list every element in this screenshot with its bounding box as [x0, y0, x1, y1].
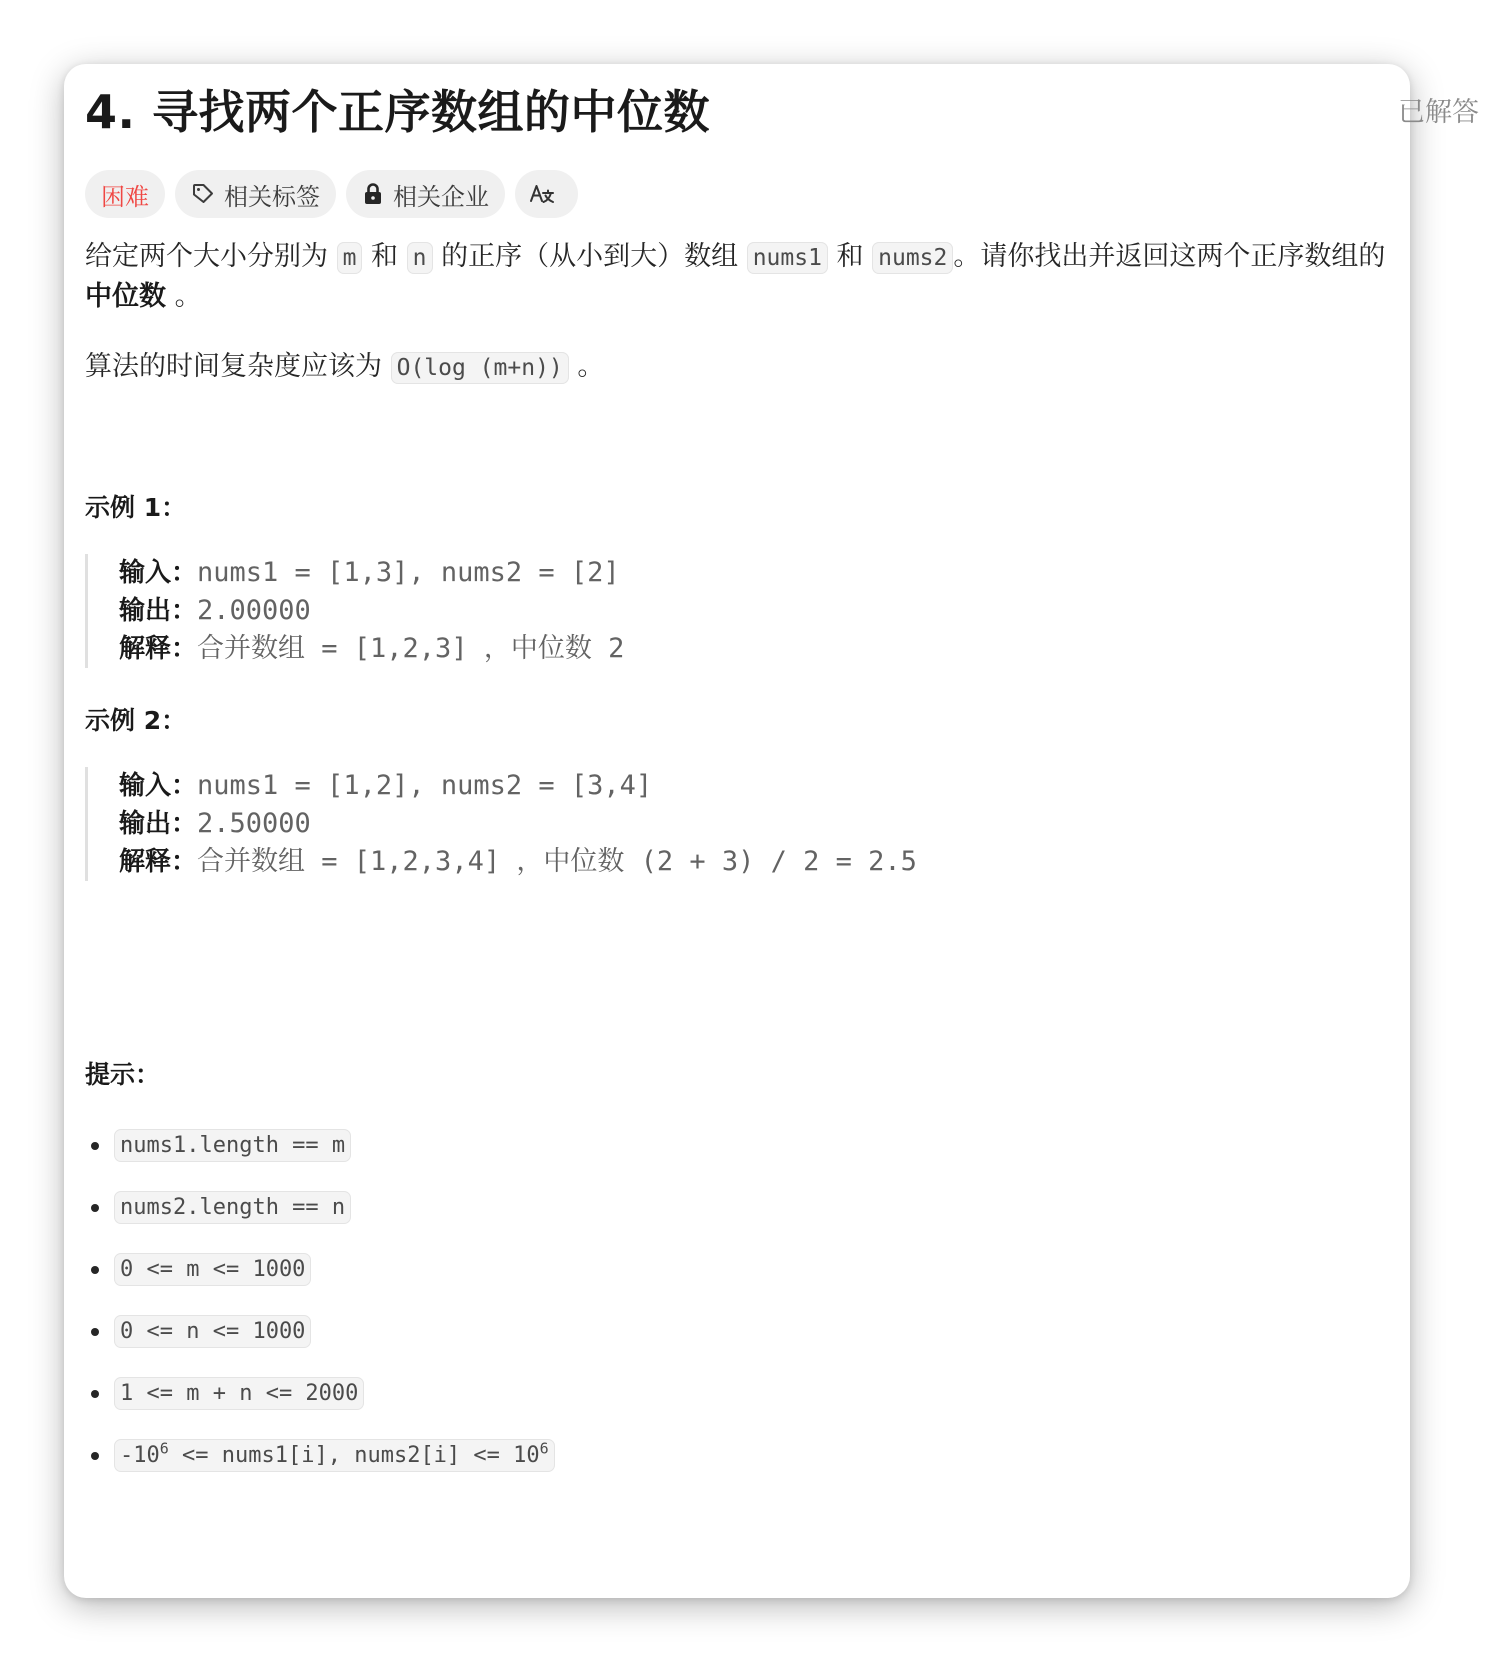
difficulty-label: 困难	[101, 182, 149, 211]
solved-status: 已解答	[1398, 97, 1479, 128]
output-label: 输出：	[119, 596, 198, 626]
exponent: 6	[159, 1439, 169, 1458]
constraints-list	[85, 1126, 555, 1498]
example-output-line	[119, 592, 624, 630]
example-output-line	[119, 805, 917, 843]
input-label: 输入：	[119, 771, 198, 801]
description-text: 算法的时间复杂度应该为	[85, 351, 382, 382]
constraint-item	[85, 1312, 555, 1350]
constraint-code: nums1.length == m	[114, 1129, 351, 1162]
topic-tags-label: 相关标签	[224, 182, 320, 211]
description-text: 给定两个大小分别为	[85, 241, 328, 272]
difficulty-badge	[85, 170, 165, 218]
inline-code: m	[337, 242, 363, 274]
constraint-item	[85, 1436, 555, 1474]
constraint-item	[85, 1374, 555, 1412]
description-text: 和	[836, 241, 864, 272]
tag-icon	[191, 182, 215, 206]
constraint-item	[85, 1126, 555, 1164]
description-text: 。请你找出并返回这两个正序数组的	[953, 241, 1386, 272]
translate-icon	[529, 182, 555, 206]
tag-bar	[85, 170, 578, 218]
exponent: 6	[539, 1439, 549, 1458]
input-value: nums1 = [1,3], nums2 = [2]	[197, 557, 620, 588]
constraint-item	[85, 1250, 555, 1288]
description-text: 的正序（从小到大）数组	[441, 241, 739, 272]
constraint-code: 0 <= n <= 1000	[114, 1315, 311, 1348]
explain-label: 解释：	[119, 634, 198, 664]
example-explain-line	[119, 843, 917, 881]
problem-panel	[64, 64, 1479, 1598]
output-label: 输出：	[119, 809, 198, 839]
explain-label: 解释：	[119, 847, 198, 877]
emphasis-text: 中位数	[85, 281, 166, 312]
topic-tags-button[interactable]	[175, 170, 336, 218]
constraint-text: <= nums1[i], nums2[i] <= 10	[168, 1442, 540, 1468]
example-2-block	[85, 767, 917, 881]
description-paragraph-2	[85, 347, 604, 388]
company-tags-label: 相关企业	[393, 182, 489, 211]
example-input-line	[119, 554, 624, 592]
explain-value: 合并数组 = [1,2,3] ，中位数 2	[197, 633, 625, 664]
example-input-line	[119, 767, 917, 805]
lock-icon	[362, 182, 384, 206]
input-value: nums1 = [1,2], nums2 = [3,4]	[197, 770, 653, 801]
output-value: 2.50000	[197, 808, 311, 839]
constraint-code: 1 <= m + n <= 2000	[114, 1377, 364, 1410]
output-value: 2.00000	[197, 595, 311, 626]
description-text: 和	[371, 241, 399, 272]
inline-code: n	[407, 242, 433, 274]
constraint-item	[85, 1188, 555, 1226]
constraints-title: 提示：	[85, 1060, 161, 1089]
translate-button[interactable]	[515, 170, 578, 218]
constraint-code: 0 <= m <= 1000	[114, 1253, 311, 1286]
description-paragraph-1-cont	[85, 277, 202, 317]
constraint-code	[114, 1439, 555, 1472]
company-tags-button[interactable]	[346, 170, 505, 218]
description-text: 。	[166, 281, 202, 312]
inline-code: O(log (m+n))	[391, 352, 569, 384]
problem-title[interactable]: 4. 寻找两个正序数组的中位数	[85, 85, 710, 139]
inline-code: nums2	[872, 242, 953, 274]
explain-value: 合并数组 = [1,2,3,4] ，中位数 (2 + 3) / 2 = 2.5	[197, 846, 917, 877]
example-1-title: 示例 1：	[85, 493, 187, 522]
example-2-title: 示例 2：	[85, 706, 187, 735]
constraint-code: nums2.length == n	[114, 1191, 351, 1224]
constraint-text: -10	[120, 1442, 160, 1468]
example-1-block	[85, 554, 624, 668]
input-label: 输入：	[119, 558, 198, 588]
inline-code: nums1	[747, 242, 828, 274]
description-text: 。	[568, 351, 605, 382]
description-paragraph-1	[85, 237, 1385, 278]
example-explain-line	[119, 630, 624, 668]
